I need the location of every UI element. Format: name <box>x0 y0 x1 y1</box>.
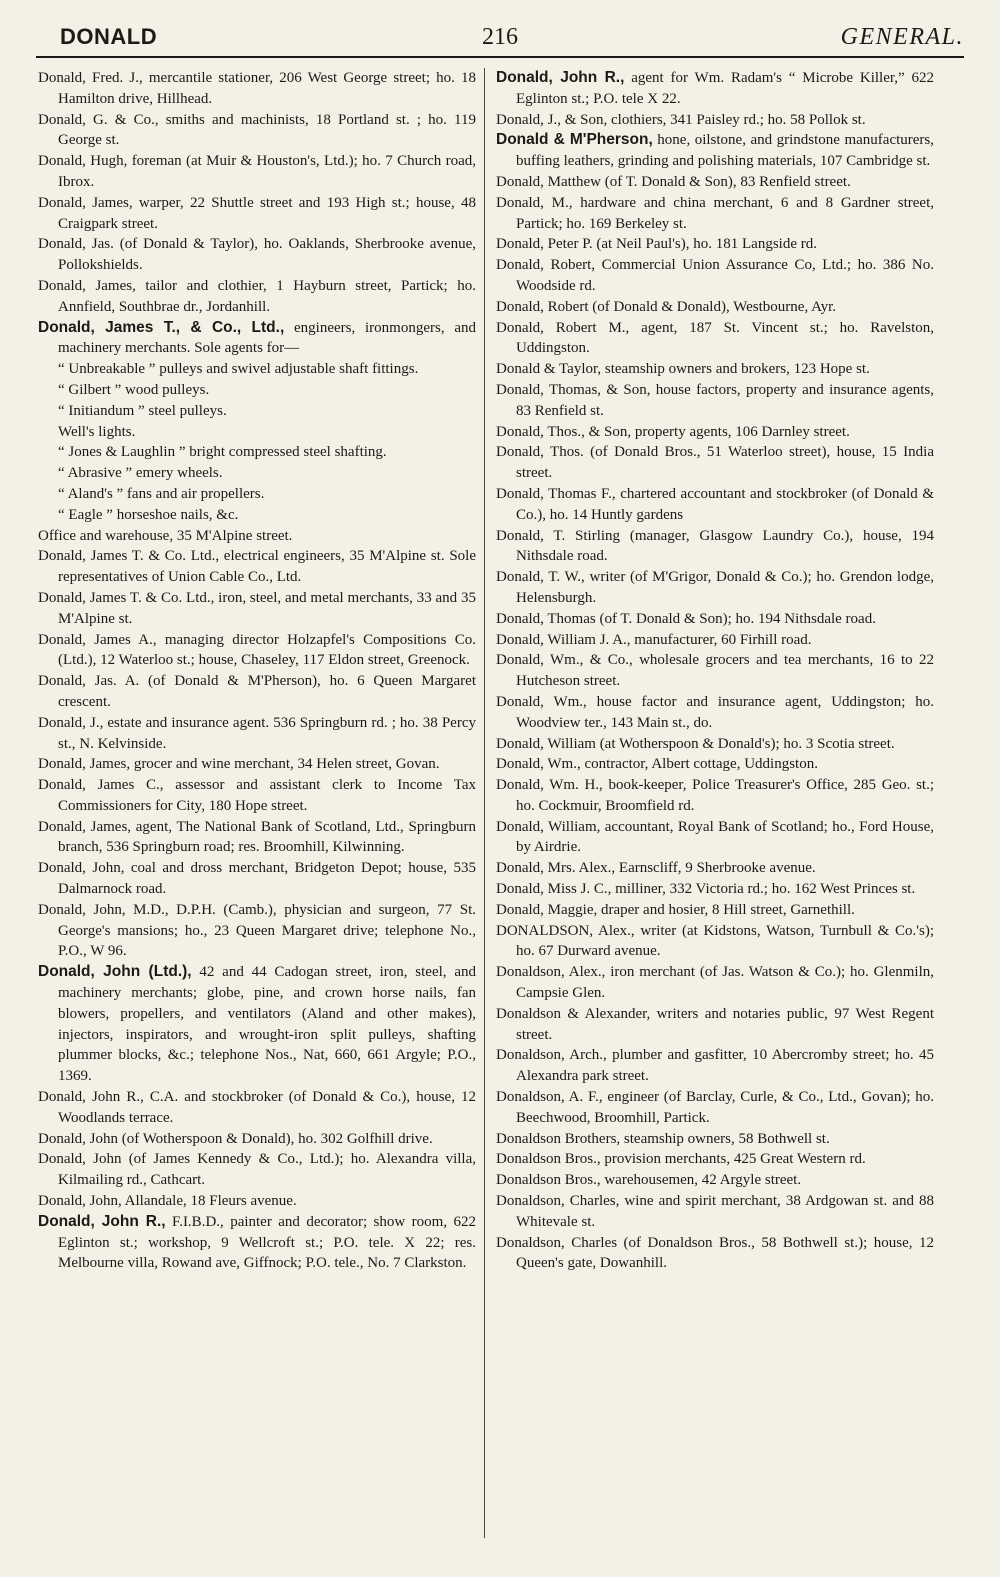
sub-entry: Office and warehouse, 35 M'Alpine street. <box>38 527 293 544</box>
entry-text: Donald, Wm. H., book-keeper, Police Treasurer's Office, 285 Geo. st.; ho. Cockmuir, Broomfield rd. <box>496 777 934 814</box>
directory-entry <box>496 754 934 775</box>
entry-text: Donald, Miss J. C., milliner, 332 Victoria rd.; ho. 162 West Princes st. <box>496 881 916 898</box>
column-divider <box>484 68 485 1538</box>
directory-entry <box>38 671 476 713</box>
entry-text: Donaldson, Charles, wine and spirit merchant, 38 Ardgowan st. and 88 Whitevale st. <box>496 1193 934 1230</box>
entry-text: Donald, Thomas (of T. Donald & Son); ho. 194 Nithsdale road. <box>496 610 876 627</box>
directory-entry <box>496 172 934 193</box>
directory-entry <box>496 1087 934 1129</box>
entry-text: Donaldson Bros., warehousemen, 42 Argyle street. <box>496 1172 802 1189</box>
entry-text: Donald & Taylor, steamship owners and brokers, 123 Hope st. <box>496 361 870 378</box>
entry-text: Donald, James T. & Co. Ltd., electrical engineers, 35 M'Alpine st. Sole representatives of Union Cable Co., Ltd. <box>38 548 476 586</box>
directory-entry <box>38 234 476 276</box>
entry-text: Donaldson, Arch., plumber and gasfitter, 10 Abercromby street; ho. 45 Alexandra park street. <box>496 1047 934 1085</box>
entry-text: Donald, James, tailor and clothier, 1 Hayburn street, Partick; ho. Annfield, Southbrae dr., Jordanhill. <box>38 277 476 315</box>
entry-text: Donald, John, coal and dross merchant, Bridgeton Depot; house, 535 Dalmarnock road. <box>38 860 476 898</box>
entry-text: Donald, Peter P. (at Neil Paul's), ho. 181 Langside rd. <box>496 236 817 253</box>
section-title: GENERAL. <box>840 24 964 50</box>
directory-entry <box>38 318 476 360</box>
sub-entry: Well's lights. <box>58 423 136 440</box>
directory-entry <box>38 962 476 1087</box>
entry-text: Donald, Mrs. Alex., Earnscliff, 9 Sherbrooke avenue. <box>496 860 816 877</box>
entry-text: Donaldson, Charles (of Donaldson Bros., 58 Bothwell st.); house, 12 Queen's gate, Dowanhill. <box>496 1234 934 1272</box>
directory-entry <box>496 962 934 1004</box>
directory-entry <box>496 858 934 879</box>
directory-entry <box>38 546 476 588</box>
directory-entry <box>496 1149 934 1170</box>
entry-text: Donald, G. & Co., smiths and machinists, 18 Portland st. ; ho. 119 George st. <box>38 111 476 149</box>
entry-name-bold: Donald, John R., <box>38 1212 166 1230</box>
sub-entry: “ Gilbert ” wood pulleys. <box>58 381 210 398</box>
entry-text: Donald, Wm., house factor and insurance agent, Uddingston; ho. Woodview ter., 143 Main st., do. <box>496 693 934 731</box>
sub-entry: “ Eagle ” horseshoe nails, &c. <box>58 506 239 523</box>
directory-entry <box>496 879 934 900</box>
entry-name-bold: Donald, John (Ltd.), <box>38 963 192 981</box>
entry-text: Donald, Jas. A. (of Donald & M'Pherson), ho. 6 Queen Margaret crescent. <box>38 673 476 710</box>
entry-name-bold: Donald, James T., & Co., Ltd., <box>38 318 285 336</box>
entry-text: Donald, William, accountant, Royal Bank of Scotland; ho., Ford House, by Airdrie. <box>496 818 934 856</box>
entry-text: Donald, James, warper, 22 Shuttle street and 193 High st.; house, 48 Craigpark street. <box>38 194 476 232</box>
entry-text: 42 and 44 Cadogan street, iron, steel, and machinery merchants; globe, pine, and crown horse nails, fan blowers, propellers, and ventilators (Aland and other makes), injectors, inspirators, and wrought-iron split pulleys, shafting plummer blocks, &c.; telephone Nos., Nat, 660, 661 Argyle; P.O., 1369. <box>58 964 476 1085</box>
entry-text: Donald, Robert M., agent, 187 St. Vincent st.; ho. Ravelston, Uddingston. <box>496 319 934 357</box>
directory-entry <box>38 1129 476 1150</box>
entry-text: Donald, Thomas, & Son, house factors, property and insurance agents, 83 Renfield st. <box>496 381 934 419</box>
directory-entry <box>38 817 476 859</box>
directory-entry <box>496 900 934 921</box>
directory-entry <box>38 276 476 318</box>
directory-entry <box>496 1191 934 1233</box>
running-head: DONALD <box>60 24 158 49</box>
directory-entry <box>496 1004 934 1046</box>
entry-text: Donald, Jas. (of Donald & Taylor), ho. Oaklands, Sherbrooke avenue, Pollokshields. <box>38 236 476 274</box>
directory-entry <box>38 588 476 630</box>
directory-entry <box>496 692 934 734</box>
directory-entry <box>496 297 934 318</box>
entry-text: Donald, James C., assessor and assistant clerk to Income Tax Commissioners for City, 180 Hope street. <box>38 777 476 814</box>
directory-entry <box>496 130 934 172</box>
directory-entry <box>496 255 934 297</box>
directory-entry <box>496 526 934 568</box>
entry-text: engineers, ironmongers, and machinery merchants. Sole agents for— <box>58 319 476 357</box>
directory-entry <box>496 422 934 443</box>
entry-text: Donald, John (of Wotherspoon & Donald), ho. 302 Golfhill drive. <box>38 1130 433 1147</box>
entry-text: Donald, Hugh, foreman (at Muir & Houston's, Ltd.); ho. 7 Church road, Ibrox. <box>38 153 476 190</box>
directory-entry <box>38 775 476 817</box>
entry-text: Donald, James, agent, The National Bank of Scotland, Ltd., Springburn branch, 536 Springburn road; res. Broomhill, Kilwinning. <box>38 818 476 856</box>
directory-entry <box>496 1170 934 1191</box>
directory-entry <box>38 1149 476 1191</box>
sub-entry: “ Aland's ” fans and air propellers. <box>58 485 265 502</box>
left-column <box>38 68 476 1274</box>
entry-text: Donald, M., hardware and china merchant, 6 and 8 Gardner street, Partick; ho. 169 Berkeley st. <box>496 194 934 232</box>
directory-entry <box>496 1045 934 1087</box>
directory-entry <box>496 609 934 630</box>
directory-entry <box>38 68 476 110</box>
entry-text: Donald, Wm., & Co., wholesale grocers and tea merchants, 16 to 22 Hutcheson street. <box>496 652 934 690</box>
directory-entry <box>38 1087 476 1129</box>
entry-text: Donald, J., estate and insurance agent. 536 Springburn rd. ; ho. 38 Percy st., N. Kelvinside. <box>38 714 476 752</box>
sub-entry: “ Jones & Laughlin ” bright compressed steel shafting. <box>58 444 387 461</box>
entry-text: Donald, William (at Wotherspoon & Donald's); ho. 3 Scotia street. <box>496 735 895 752</box>
directory-entry <box>496 921 934 963</box>
entry-text: Donald, T. W., writer (of M'Grigor, Donald & Co.); ho. Grendon lodge, Helensburgh. <box>496 569 934 606</box>
directory-entry <box>496 193 934 235</box>
directory-entry <box>38 858 476 900</box>
directory-entry <box>496 484 934 526</box>
directory-entry <box>38 900 476 962</box>
entry-text: Donald, Wm., contractor, Albert cottage, Uddingston. <box>496 756 818 773</box>
entry-text: DONALDSON, Alex., writer (at Kidstons, Watson, Turnbull & Co.'s); ho. 67 Durward avenue. <box>496 922 934 960</box>
directory-entry <box>496 234 934 255</box>
entry-text: Donald, Robert, Commercial Union Assurance Co, Ltd.; ho. 386 No. Woodside rd. <box>496 257 934 294</box>
directory-entry <box>496 1233 934 1275</box>
entry-text: Donald, John, Allandale, 18 Fleurs avenue. <box>38 1193 297 1210</box>
entry-text: Donaldson Brothers, steamship owners, 58 Bothwell st. <box>496 1130 830 1147</box>
entry-text: Donald, John (of James Kennedy & Co., Ltd.); ho. Alexandra villa, Kilmailing rd., Cathcart. <box>38 1151 476 1189</box>
directory-entry <box>496 1129 934 1150</box>
directory-entry <box>496 734 934 755</box>
entry-text: agent for Wm. Radam's “ Microbe Killer,” 622 Eglinton st.; P.O. tele X 22. <box>516 70 934 107</box>
entry-text: Donald, John R., C.A. and stockbroker (of Donald & Co.), house, 12 Woodlands terrace. <box>38 1089 476 1126</box>
directory-entry <box>496 68 934 110</box>
directory-entry <box>38 630 476 672</box>
entry-text: Donald, Fred. J., mercantile stationer, 206 West George street; ho. 18 Hamilton drive, Hillhead. <box>38 70 476 107</box>
directory-entry <box>496 110 934 131</box>
entry-text: Donald, Matthew (of T. Donald & Son), 83 Renfield street. <box>496 173 851 190</box>
entry-text: Donald, James A., managing director Holzapfel's Compositions Co. (Ltd.), 12 Waterloo st.; house, Chaseley, 117 Eldon street, Greenock. <box>38 631 476 669</box>
page-number: 216 <box>482 24 518 50</box>
directory-entry <box>496 567 934 609</box>
entry-text: Donald, William J. A., manufacturer, 60 Firhill road. <box>496 631 812 648</box>
entry-text: Donald, James, grocer and wine merchant, 34 Helen street, Govan. <box>38 756 440 773</box>
entry-text: Donaldson Bros., provision merchants, 425 Great Western rd. <box>496 1151 866 1168</box>
entry-name-bold: Donald, John R., <box>496 69 625 86</box>
entry-text: Donald, T. Stirling (manager, Glasgow Laundry Co.), house, 194 Nithsdale road. <box>496 527 934 565</box>
page-header <box>36 22 964 58</box>
directory-entry <box>496 380 934 422</box>
entry-text: Donald, Thos., & Son, property agents, 106 Darnley street. <box>496 423 850 440</box>
entry-name-bold: Donald & M'Pherson, <box>496 131 653 149</box>
directory-entry <box>496 442 934 484</box>
entry-text: Donald, Thomas F., chartered accountant and stockbroker (of Donald & Co.), ho. 14 Huntly gardens <box>496 485 934 523</box>
entry-text: Donald, Maggie, draper and hosier, 8 Hill street, Garnethill. <box>496 901 855 918</box>
directory-entry <box>38 1191 476 1212</box>
directory-entry <box>38 193 476 235</box>
directory-entry <box>496 630 934 651</box>
directory-entry <box>496 650 934 692</box>
directory-entry <box>38 1212 476 1274</box>
entry-text: Donaldson, A. F., engineer (of Barclay, Curle, & Co., Ltd., Govan); ho. Beechwood, Broomhill, Partick. <box>496 1089 934 1126</box>
sub-entry: “ Abrasive ” emery wheels. <box>58 465 223 482</box>
entry-text: Donald, Thos. (of Donald Bros., 51 Waterloo street), house, 15 India street. <box>496 444 934 482</box>
directory-entry <box>38 151 476 193</box>
sub-entry: “ Unbreakable ” pulleys and swivel adjustable shaft fittings. <box>58 361 419 378</box>
entry-text: Donaldson & Alexander, writers and notaries public, 97 West Regent street. <box>496 1005 934 1043</box>
directory-entry <box>496 775 934 817</box>
sub-entry: “ Initiandum ” steel pulleys. <box>58 402 227 419</box>
entry-text: Donald, J., & Son, clothiers, 341 Paisley rd.; ho. 58 Pollok st. <box>496 111 866 128</box>
right-column <box>496 68 934 1274</box>
entry-text: Donald, John, M.D., D.P.H. (Camb.), physician and surgeon, 77 St. George's mansions; ho., 23 Queen Margaret drive; telephone No., P.O., W 96. <box>38 901 476 960</box>
directory-entry <box>496 817 934 859</box>
entry-text: Donald, Robert (of Donald & Donald), Westbourne, Ayr. <box>496 298 836 315</box>
entry-text: F.I.B.D., painter and decorator; show room, 622 Eglinton st.; workshop, 9 Wellcroft st.; P.O. tele. X 22; res. Melbourne villa, Rowand ave, Giffnock; P.O. tele., No. 7 Clarkston. <box>58 1213 476 1272</box>
entry-text: Donald, James T. & Co. Ltd., iron, steel, and metal merchants, 33 and 35 M'Alpine st. <box>38 589 476 627</box>
entry-text: hone, oilstone, and grindstone manufacturers, buffing leathers, grinding and polishing materials, 107 Cambridge st. <box>516 132 935 170</box>
entry-text: Donaldson, Alex., iron merchant (of Jas. Watson & Co.); ho. Glenmiln, Campsie Glen. <box>496 964 934 1002</box>
directory-entry <box>38 110 476 152</box>
directory-entry <box>496 359 934 380</box>
directory-entry <box>38 713 476 755</box>
directory-entry <box>496 318 934 360</box>
directory-entry <box>38 754 476 775</box>
